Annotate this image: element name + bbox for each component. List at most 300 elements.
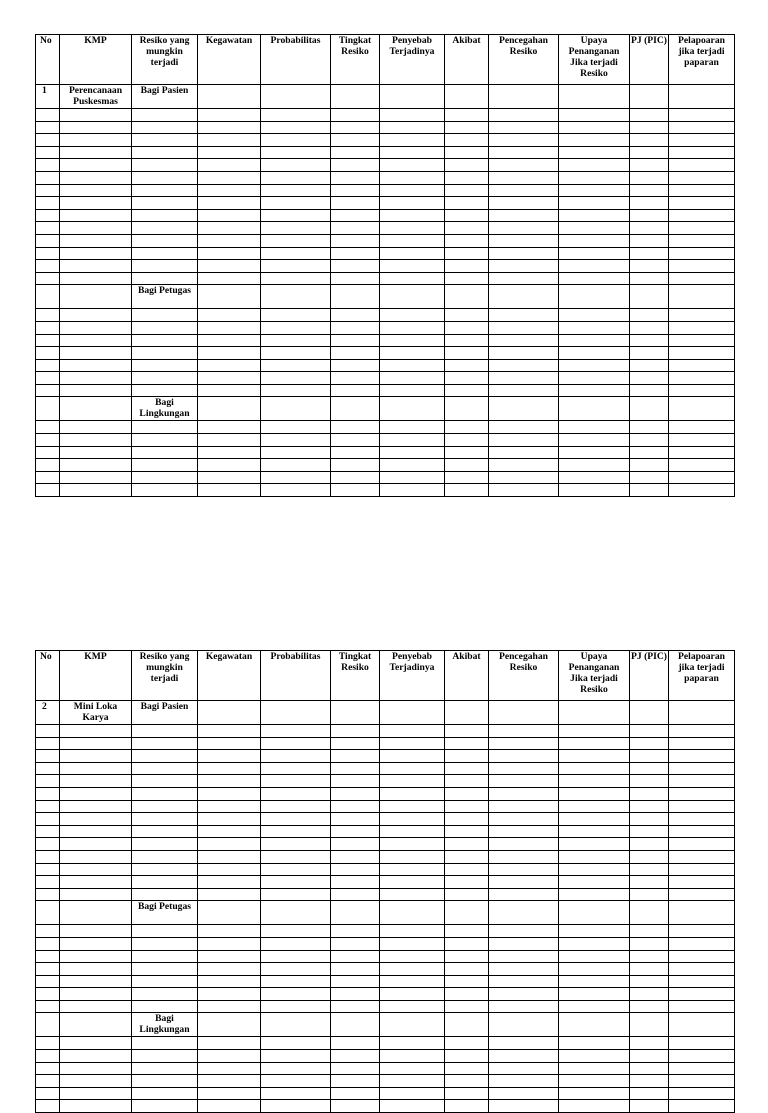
cell-empty: [36, 209, 60, 222]
cell-empty: [331, 222, 380, 235]
cell-empty: [669, 1050, 735, 1063]
cell-empty: [60, 1087, 132, 1100]
table-body: [36, 85, 735, 497]
cell-empty: [60, 775, 132, 788]
cell-empty: [261, 750, 331, 763]
cell-empty: [60, 159, 132, 172]
cell-empty: [198, 285, 261, 309]
cell-empty: [559, 85, 630, 109]
table-row: [36, 471, 735, 484]
cell-empty: [60, 171, 132, 184]
cell-empty: [261, 825, 331, 838]
table-row: [36, 334, 735, 347]
cell-empty: [60, 888, 132, 901]
cell-empty: [380, 184, 445, 197]
cell-empty: [559, 347, 630, 360]
cell-empty: [559, 825, 630, 838]
cell-empty: [559, 750, 630, 763]
cell-empty: [630, 171, 669, 184]
cell-empty: [60, 234, 132, 247]
table-row: [36, 1000, 735, 1013]
cell-empty: [132, 1100, 198, 1113]
cell-empty: [630, 234, 669, 247]
cell-empty: [132, 184, 198, 197]
cell-empty: [445, 321, 489, 334]
cell-empty: [331, 975, 380, 988]
cell-empty: [559, 146, 630, 159]
cell-empty: [261, 471, 331, 484]
cell-empty: [669, 925, 735, 938]
table-row: [36, 1062, 735, 1075]
cell-empty: [445, 109, 489, 122]
cell-empty: [198, 146, 261, 159]
cell-empty: [445, 725, 489, 738]
cell-empty: [489, 247, 559, 260]
cell-empty: [380, 876, 445, 889]
header-pelaporan: Pelapoaran jika terjadi paparan: [669, 35, 735, 85]
cell-empty: [669, 234, 735, 247]
cell-empty: [669, 197, 735, 210]
cell-empty: [198, 876, 261, 889]
cell-empty: [36, 1000, 60, 1013]
cell-empty: [669, 222, 735, 235]
cell-empty: [132, 838, 198, 851]
cell-empty: [380, 459, 445, 472]
cell-empty: [331, 384, 380, 397]
cell-empty: [380, 988, 445, 1001]
cell-empty: [669, 109, 735, 122]
cell-empty: [489, 988, 559, 1001]
cell-risk-category: Bagi Petugas: [132, 901, 198, 925]
table-row: [36, 1087, 735, 1100]
cell-empty: [60, 787, 132, 800]
cell-empty: [60, 372, 132, 385]
cell-empty: [132, 484, 198, 497]
table-row: [36, 876, 735, 889]
cell-empty: [261, 347, 331, 360]
cell-empty: [261, 421, 331, 434]
cell-empty: [559, 197, 630, 210]
cell-empty: [36, 1100, 60, 1113]
cell-empty: [445, 434, 489, 447]
cell-empty: [669, 171, 735, 184]
table-row: [36, 1100, 735, 1113]
header-probabilitas: Probabilitas: [261, 651, 331, 701]
cell-empty: [198, 159, 261, 172]
cell-empty: [380, 787, 445, 800]
cell-empty: [331, 850, 380, 863]
cell-empty: [331, 800, 380, 813]
cell-empty: [445, 950, 489, 963]
cell-empty: [559, 109, 630, 122]
cell-empty: [380, 384, 445, 397]
cell-empty: [630, 146, 669, 159]
cell-empty: [198, 209, 261, 222]
cell-empty: [60, 121, 132, 134]
table-row: [36, 359, 735, 372]
cell-empty: [445, 459, 489, 472]
cell-empty: [198, 1075, 261, 1088]
cell-empty: [261, 701, 331, 725]
cell-empty: [36, 762, 60, 775]
cell-empty: [559, 484, 630, 497]
cell-empty: [132, 146, 198, 159]
cell-empty: [630, 484, 669, 497]
cell-empty: [380, 159, 445, 172]
cell-empty: [331, 159, 380, 172]
cell-empty: [261, 1000, 331, 1013]
cell-empty: [60, 359, 132, 372]
section-row: [36, 901, 735, 925]
cell-empty: [445, 272, 489, 285]
cell-empty: [36, 321, 60, 334]
cell-empty: [380, 471, 445, 484]
cell-empty: [445, 750, 489, 763]
cell-empty: [331, 1100, 380, 1113]
cell-empty: [559, 863, 630, 876]
cell-empty: [331, 260, 380, 273]
table-row: [36, 988, 735, 1001]
cell-empty: [36, 121, 60, 134]
cell-empty: [445, 1037, 489, 1050]
cell-empty: [198, 446, 261, 459]
cell-empty: [630, 134, 669, 147]
cell-empty: [36, 876, 60, 889]
cell-empty: [669, 272, 735, 285]
cell-empty: [489, 787, 559, 800]
cell-empty: [630, 825, 669, 838]
cell-empty: [380, 975, 445, 988]
header-kmp: KMP: [60, 35, 132, 85]
cell-empty: [36, 159, 60, 172]
cell-empty: [60, 446, 132, 459]
cell-empty: [445, 813, 489, 826]
header-tingkat-resiko: Tingkat Resiko: [331, 35, 380, 85]
cell-empty: [559, 247, 630, 260]
cell-empty: [60, 321, 132, 334]
cell-empty: [630, 121, 669, 134]
cell-empty: [559, 309, 630, 322]
cell-empty: [198, 459, 261, 472]
cell-empty: [331, 446, 380, 459]
cell-empty: [60, 937, 132, 950]
cell-empty: [198, 309, 261, 322]
cell-empty: [489, 434, 559, 447]
cell-empty: [445, 285, 489, 309]
cell-empty: [559, 701, 630, 725]
cell-empty: [489, 1087, 559, 1100]
cell-empty: [132, 725, 198, 738]
cell-empty: [380, 197, 445, 210]
cell-empty: [132, 334, 198, 347]
cell-empty: [559, 121, 630, 134]
cell-empty: [261, 787, 331, 800]
cell-empty: [559, 925, 630, 938]
cell-empty: [132, 372, 198, 385]
cell-empty: [559, 459, 630, 472]
cell-empty: [445, 397, 489, 421]
cell-empty: [132, 309, 198, 322]
table-row: [36, 260, 735, 273]
cell-empty: [489, 850, 559, 863]
cell-empty: [669, 184, 735, 197]
cell-empty: [630, 1062, 669, 1075]
header-penyebab: Penyebab Terjadinya: [380, 651, 445, 701]
table-row: [36, 975, 735, 988]
cell-empty: [198, 963, 261, 976]
cell-empty: [261, 988, 331, 1001]
cell-empty: [36, 750, 60, 763]
cell-empty: [669, 1100, 735, 1113]
cell-empty: [132, 359, 198, 372]
cell-empty: [261, 234, 331, 247]
cell-empty: [261, 901, 331, 925]
cell-empty: [331, 85, 380, 109]
cell-empty: [36, 272, 60, 285]
cell-empty: [630, 347, 669, 360]
table-row: [36, 247, 735, 260]
cell-empty: [331, 1037, 380, 1050]
cell-empty: [489, 109, 559, 122]
cell-empty: [261, 397, 331, 421]
cell-empty: [198, 397, 261, 421]
cell-empty: [669, 434, 735, 447]
cell-empty: [445, 876, 489, 889]
cell-empty: [36, 988, 60, 1001]
cell-empty: [198, 484, 261, 497]
cell-empty: [489, 260, 559, 273]
cell-empty: [380, 925, 445, 938]
cell-empty: [489, 888, 559, 901]
cell-empty: [261, 813, 331, 826]
cell-empty: [489, 813, 559, 826]
cell-empty: [261, 197, 331, 210]
cell-empty: [331, 484, 380, 497]
cell-empty: [669, 963, 735, 976]
table-row: [36, 737, 735, 750]
cell-empty: [630, 950, 669, 963]
cell-empty: [630, 285, 669, 309]
cell-empty: [261, 737, 331, 750]
cell-empty: [630, 1087, 669, 1100]
cell-empty: [559, 937, 630, 950]
cell-empty: [261, 1037, 331, 1050]
cell-empty: [60, 813, 132, 826]
cell-empty: [630, 109, 669, 122]
cell-empty: [198, 787, 261, 800]
cell-empty: [669, 484, 735, 497]
cell-empty: [630, 787, 669, 800]
table-row: [36, 963, 735, 976]
cell-empty: [261, 850, 331, 863]
cell-empty: [60, 988, 132, 1001]
cell-empty: [198, 121, 261, 134]
cell-empty: [331, 171, 380, 184]
cell-empty: [198, 421, 261, 434]
cell-empty: [630, 209, 669, 222]
header-upaya: Upaya Penanganan Jika terjadi Resiko: [559, 651, 630, 701]
cell-empty: [669, 762, 735, 775]
cell-risk-category: Bagi Lingkungan: [132, 1013, 198, 1037]
cell-empty: [261, 950, 331, 963]
cell-empty: [380, 209, 445, 222]
cell-empty: [380, 963, 445, 976]
header-pj: PJ (PIC): [630, 35, 669, 85]
cell-empty: [36, 359, 60, 372]
cell-empty: [630, 85, 669, 109]
table-row: [36, 434, 735, 447]
cell-empty: [380, 1013, 445, 1037]
cell-empty: [380, 800, 445, 813]
cell-empty: [331, 963, 380, 976]
cell-empty: [445, 701, 489, 725]
cell-empty: [669, 825, 735, 838]
cell-empty: [559, 446, 630, 459]
cell-empty: [198, 750, 261, 763]
cell-empty: [331, 1013, 380, 1037]
table-row: [36, 750, 735, 763]
cell-empty: [331, 421, 380, 434]
cell-empty: [36, 372, 60, 385]
cell-empty: [630, 813, 669, 826]
cell-empty: [331, 888, 380, 901]
cell-empty: [489, 863, 559, 876]
cell-risk-category: Bagi Petugas: [132, 285, 198, 309]
cell-empty: [489, 800, 559, 813]
cell-empty: [630, 925, 669, 938]
cell-empty: [198, 888, 261, 901]
cell-empty: [669, 347, 735, 360]
cell-empty: [559, 800, 630, 813]
cell-empty: [489, 446, 559, 459]
cell-empty: [630, 701, 669, 725]
cell-empty: [36, 471, 60, 484]
cell-empty: [331, 347, 380, 360]
cell-empty: [445, 775, 489, 788]
cell-empty: [380, 359, 445, 372]
cell-empty: [445, 247, 489, 260]
cell-empty: [669, 975, 735, 988]
cell-empty: [60, 1050, 132, 1063]
cell-empty: [489, 372, 559, 385]
cell-empty: [445, 209, 489, 222]
cell-empty: [445, 901, 489, 925]
cell-empty: [489, 359, 559, 372]
cell-empty: [132, 825, 198, 838]
cell-empty: [559, 334, 630, 347]
cell-empty: [60, 1062, 132, 1075]
cell-empty: [132, 775, 198, 788]
cell-empty: [60, 838, 132, 851]
cell-empty: [559, 272, 630, 285]
cell-empty: [489, 222, 559, 235]
cell-empty: [445, 85, 489, 109]
cell-empty: [36, 1075, 60, 1088]
cell-empty: [669, 787, 735, 800]
cell-empty: [36, 975, 60, 988]
cell-empty: [445, 446, 489, 459]
cell-empty: [60, 260, 132, 273]
cell-empty: [669, 1000, 735, 1013]
cell-empty: [132, 850, 198, 863]
cell-empty: [669, 813, 735, 826]
cell-empty: [489, 309, 559, 322]
cell-empty: [331, 1075, 380, 1088]
cell-empty: [261, 1075, 331, 1088]
cell-empty: [559, 1062, 630, 1075]
cell-empty: [198, 1050, 261, 1063]
table-row: [36, 209, 735, 222]
cell-empty: [630, 1000, 669, 1013]
header-no: No: [36, 651, 60, 701]
cell-empty: [559, 1037, 630, 1050]
cell-empty: [559, 134, 630, 147]
cell-empty: [132, 737, 198, 750]
cell-empty: [132, 750, 198, 763]
cell-empty: [445, 937, 489, 950]
cell-empty: [261, 121, 331, 134]
cell-empty: [559, 159, 630, 172]
cell-empty: [669, 701, 735, 725]
cell-empty: [630, 1037, 669, 1050]
cell-empty: [198, 359, 261, 372]
cell-empty: [630, 184, 669, 197]
cell-empty: [630, 334, 669, 347]
cell-empty: [630, 384, 669, 397]
cell-empty: [630, 750, 669, 763]
cell-empty: [198, 950, 261, 963]
cell-empty: [261, 1100, 331, 1113]
cell-empty: [60, 421, 132, 434]
cell-no: [36, 1013, 60, 1037]
cell-empty: [60, 762, 132, 775]
table-row: [36, 134, 735, 147]
cell-empty: [60, 459, 132, 472]
cell-empty: [60, 197, 132, 210]
cell-empty: [559, 234, 630, 247]
cell-empty: [60, 247, 132, 260]
cell-empty: [198, 109, 261, 122]
cell-empty: [380, 850, 445, 863]
cell-kmp: Perencanaan Puskesmas: [60, 85, 132, 109]
cell-empty: [36, 850, 60, 863]
cell-empty: [331, 334, 380, 347]
table-row: [36, 146, 735, 159]
cell-empty: [198, 975, 261, 988]
cell-empty: [445, 347, 489, 360]
cell-empty: [36, 937, 60, 950]
cell-empty: [60, 347, 132, 360]
cell-empty: [36, 171, 60, 184]
cell-empty: [132, 109, 198, 122]
cell-empty: [36, 334, 60, 347]
cell-empty: [489, 159, 559, 172]
cell-empty: [198, 434, 261, 447]
cell-empty: [331, 434, 380, 447]
cell-empty: [630, 397, 669, 421]
cell-empty: [331, 1050, 380, 1063]
cell-empty: [445, 1075, 489, 1088]
cell-empty: [331, 309, 380, 322]
cell-empty: [669, 209, 735, 222]
cell-empty: [559, 963, 630, 976]
cell-empty: [261, 109, 331, 122]
cell-no: 1: [36, 85, 60, 109]
cell-empty: [669, 888, 735, 901]
cell-empty: [198, 762, 261, 775]
cell-empty: [380, 1075, 445, 1088]
cell-empty: [132, 1050, 198, 1063]
